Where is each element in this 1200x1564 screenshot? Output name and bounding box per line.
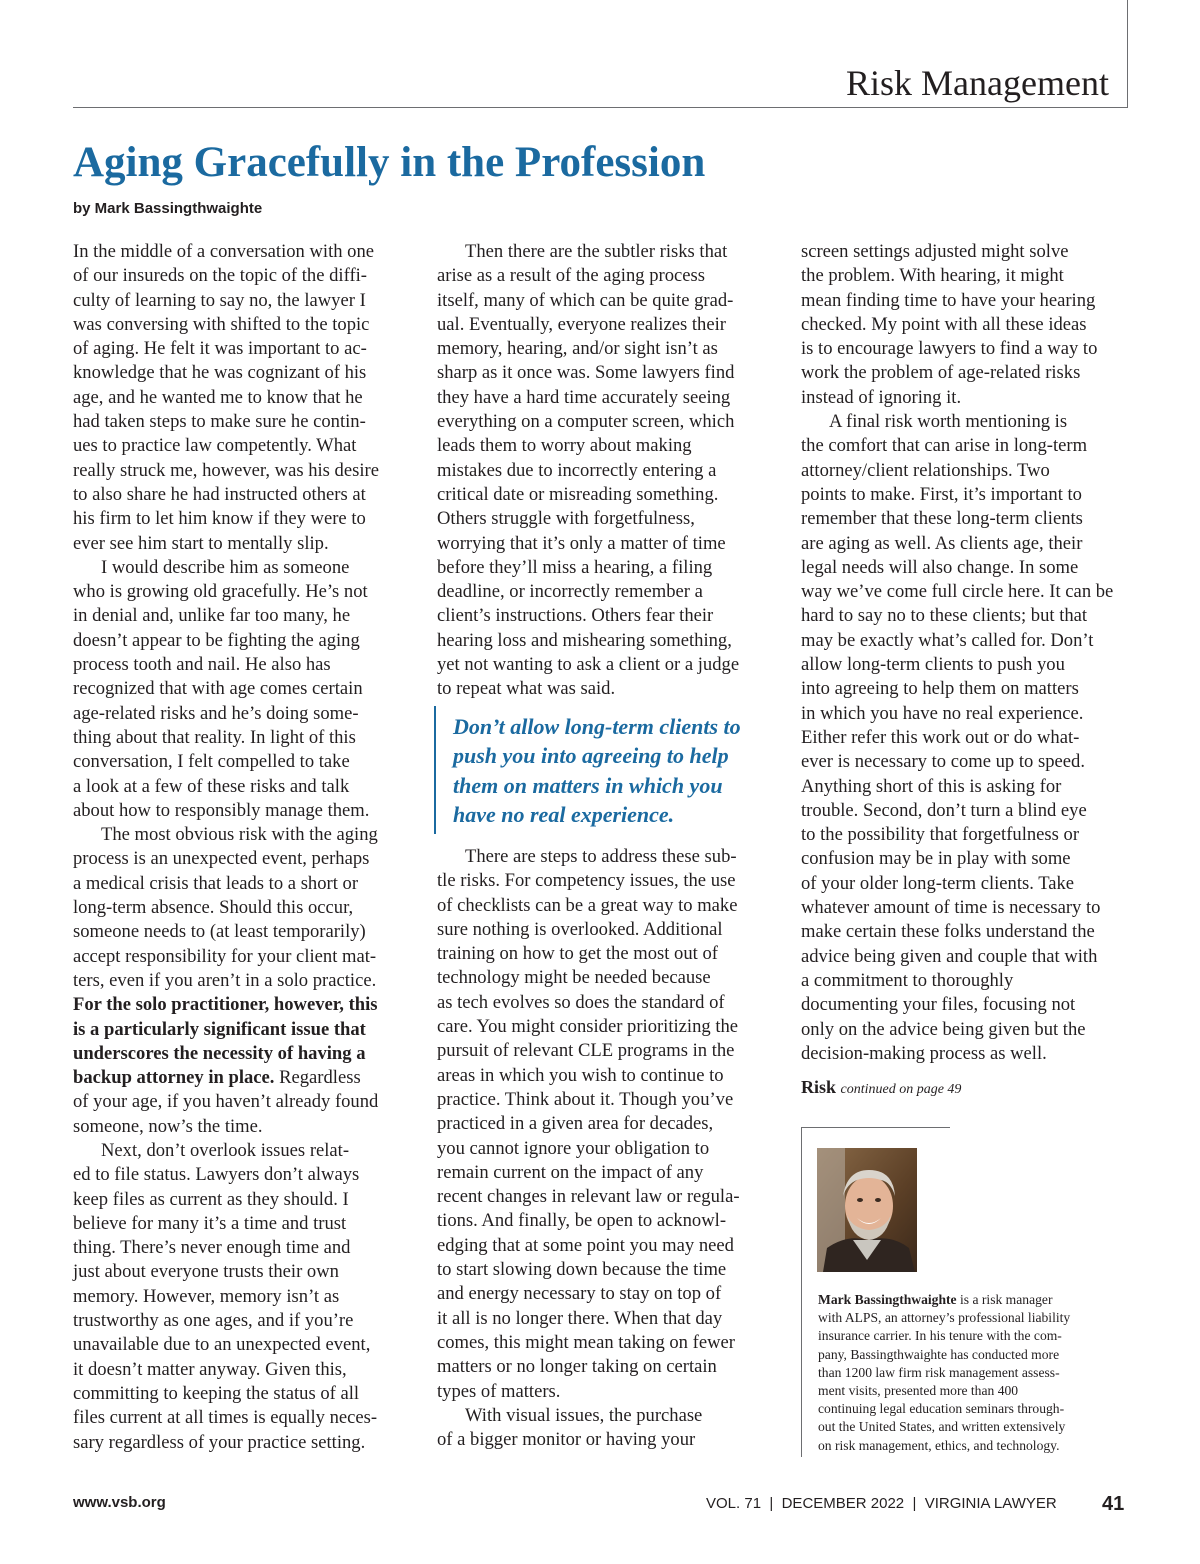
- text-line: confusion may be in play with some: [801, 848, 1071, 870]
- text-line: arise as a result of the aging process: [437, 265, 705, 287]
- text-line: comes, this might mean taking on fewer: [437, 1331, 735, 1353]
- text-line: There are steps to address these sub-: [465, 846, 737, 867]
- text-line: make certain these folks understand the: [801, 921, 1095, 943]
- text-line: thing. There’s never enough time and: [73, 1237, 351, 1259]
- bio-line: insurance carrier. In his tenure with the com-: [818, 1328, 1062, 1344]
- text-line: ever is necessary to come up to speed.: [801, 751, 1085, 773]
- text-line: remember that these long-term clients: [801, 508, 1083, 530]
- text-line: to also share he had instructed others at: [73, 483, 366, 505]
- text-line: ters, even if you aren’t in a solo practice.: [73, 969, 377, 991]
- text-line: work the problem of age-related risks: [801, 362, 1081, 384]
- text-line: about how to responsibly manage them.: [73, 799, 370, 821]
- text-line: may be exactly what’s called for. Don’t: [801, 629, 1094, 651]
- text-line: conversation, I felt compelled to take: [73, 751, 350, 773]
- text-line: tle risks. For competency issues, the use: [437, 870, 736, 892]
- text-line: legal needs will also change. In some: [801, 556, 1079, 578]
- text-line: edging that at some point you may need: [437, 1234, 734, 1256]
- text-line: instead of ignoring it.: [801, 386, 962, 408]
- bio-line: than 1200 law firm risk management assess-: [818, 1364, 1060, 1380]
- text-line: mean finding time to have your hearing: [801, 289, 1096, 311]
- text-line: everything on a computer screen, which: [437, 411, 735, 433]
- text-span: Regardless: [274, 1067, 361, 1089]
- text-line: worrying that it’s only a matter of time: [437, 532, 726, 554]
- text-line: Then there are the subtler risks that: [465, 241, 728, 262]
- byline: by Mark Bassingthwaighte: [73, 200, 263, 217]
- text-line: matters or no longer taking on certain: [437, 1356, 717, 1378]
- bio-line: on risk management, ethics, and technology.: [818, 1437, 1060, 1453]
- text-line: In the middle of a conversation with one: [73, 241, 375, 262]
- text-line: Anything short of this is asking for: [801, 775, 1062, 797]
- text-line: ever see him start to mentally slip.: [73, 532, 329, 554]
- text-line: are aging as well. As clients age, their: [801, 532, 1083, 554]
- text-line: someone needs to (at least temporarily): [73, 921, 366, 943]
- author-portrait-image: [817, 1148, 917, 1272]
- continued-label: Risk: [801, 1077, 837, 1097]
- column-3: [801, 240, 1131, 1066]
- text-line: age, and he wanted me to know that he: [73, 386, 363, 408]
- text-line: in which you have no real experience.: [801, 702, 1084, 724]
- text-line: you cannot ignore your obligation to: [437, 1137, 710, 1159]
- author-bio: [818, 1291, 1118, 1455]
- text-line: culty of learning to say no, the lawyer I: [73, 289, 366, 311]
- text-line: documenting your files, focusing not: [801, 994, 1076, 1016]
- text-line: of checklists can be a great way to make: [437, 894, 738, 916]
- text-line: just about everyone trusts their own: [73, 1261, 339, 1283]
- text-line: whatever amount of time is necessary to: [801, 897, 1101, 919]
- paragraph: [437, 845, 767, 1404]
- text-line: With visual issues, the purchase: [465, 1404, 703, 1426]
- bio-vertical-rule: [801, 1127, 802, 1457]
- column-2: [437, 240, 767, 702]
- text-line: screen settings adjusted might solve: [801, 241, 1069, 262]
- text-line: leads them to worry about making: [437, 435, 692, 457]
- text-line: the comfort that can arise in long-term: [801, 435, 1088, 457]
- text-line: his firm to let him know if they were to: [73, 508, 366, 530]
- text-line: critical date or misreading something.: [437, 483, 719, 505]
- text-line: client’s instructions. Others fear their: [437, 605, 714, 627]
- text-line: it doesn’t matter anyway. Given this,: [73, 1358, 347, 1380]
- text-line: attorney/client relationships. Two: [801, 459, 1050, 481]
- bio-rule: [801, 1127, 950, 1128]
- paragraph: [801, 410, 1131, 1066]
- text-line: and energy necessary to stay on top of: [437, 1283, 722, 1305]
- bio-line: ment visits, presented more than 400: [818, 1383, 1019, 1399]
- text-line: memory, hearing, and/or sight isn’t as: [437, 338, 718, 360]
- text-line: of your older long-term clients. Take: [801, 872, 1075, 894]
- paragraph: [437, 1404, 767, 1453]
- text-line: to repeat what was said.: [437, 678, 616, 700]
- text-line: they have a hard time accurately seeing: [437, 386, 731, 408]
- text-line: in denial and, unlike far too many, he: [73, 605, 351, 627]
- text-line: practice. Think about it. Though you’ve: [437, 1088, 734, 1110]
- bold-text-line: underscores the necessity of having a: [73, 1042, 366, 1064]
- paragraph: [73, 556, 403, 823]
- text-line: Others struggle with forgetfulness,: [437, 508, 695, 530]
- text-line: Either refer this work out or do what-: [801, 726, 1080, 748]
- text-line: knowledge that he was cognizant of his: [73, 362, 367, 384]
- pull-quote-line: them on matters in which you: [453, 772, 723, 798]
- text-line: unavailable due to an unexpected event,: [73, 1334, 371, 1356]
- text-line: had taken steps to make sure he contin-: [73, 411, 366, 433]
- text-line: age-related risks and he’s doing some-: [73, 702, 359, 724]
- pull-quote: [434, 706, 766, 834]
- text-line: sary regardless of your practice setting.: [73, 1431, 366, 1453]
- text-line: deadline, or incorrectly remember a: [437, 581, 703, 603]
- text-line: trustworthy as one ages, and if you’re: [73, 1310, 354, 1332]
- paragraph: [73, 823, 403, 1139]
- section-header: Risk Management: [846, 63, 1109, 103]
- bio-line: out the United States, and written extensively: [818, 1419, 1066, 1435]
- text-line: was conversing with shifted to the topic: [73, 313, 370, 335]
- text-line: way we’ve come full circle here. It can be: [801, 581, 1114, 603]
- text-line: A final risk worth mentioning is: [829, 411, 1068, 433]
- text-line: practiced in a given area for decades,: [437, 1113, 714, 1135]
- text-line: keep files as current as they should. I: [73, 1188, 349, 1210]
- text-line: a look at a few of these risks and talk: [73, 775, 350, 797]
- bold-text-line: For the solo practitioner, however, this: [73, 994, 378, 1016]
- bold-text-span: backup attorney in place.: [73, 1067, 275, 1089]
- article-title: Aging Gracefully in the Profession: [73, 139, 706, 186]
- text-line: ual. Eventually, everyone realizes their: [437, 313, 726, 335]
- text-line: committing to keeping the status of all: [73, 1382, 360, 1404]
- text-line: is to encourage lawyers to find a way to: [801, 338, 1098, 360]
- header-vertical-rule: [1127, 0, 1128, 108]
- author-photo: [817, 1148, 917, 1272]
- text-line: hearing loss and mishearing something,: [437, 629, 732, 651]
- text-line: points to make. First, it’s important to: [801, 483, 1082, 505]
- bio-text: is a risk manager: [956, 1292, 1053, 1307]
- text-line: sharp as it once was. Some lawyers find: [437, 362, 735, 384]
- text-line: allow long-term clients to push you: [801, 654, 1065, 676]
- text-line: a commitment to thoroughly: [801, 969, 1014, 991]
- pull-quote-line: have no real experience.: [453, 801, 675, 827]
- column-1: [73, 240, 403, 1455]
- text-line: areas in which you wish to continue to: [437, 1064, 724, 1086]
- text-line: Next, don’t overlook issues relat-: [101, 1139, 350, 1161]
- text-line: doesn’t appear to be fighting the aging: [73, 629, 360, 651]
- text-line: training on how to get the most out of: [437, 943, 718, 965]
- footer-url-link[interactable]: www.vsb.org: [73, 1494, 166, 1511]
- text-line: files current at all times is equally neces-: [73, 1407, 378, 1429]
- text-line: into agreeing to help them on matters: [801, 678, 1079, 700]
- text-line: to the possibility that forgetfulness or: [801, 824, 1080, 846]
- text-line: thing about that reality. In light of this: [73, 726, 356, 748]
- text-line: hard to say no to these clients; but that: [801, 605, 1088, 627]
- text-line: ed to file status. Lawyers don’t always: [73, 1164, 360, 1186]
- text-line: of aging. He felt it was important to ac-: [73, 338, 367, 360]
- text-line: checked. My point with all these ideas: [801, 313, 1087, 335]
- text-line: it all is no longer there. When that day: [437, 1307, 723, 1329]
- text-line: of our insureds on the topic of the diffi-: [73, 265, 367, 287]
- text-line: itself, many of which can be quite grad-: [437, 289, 734, 311]
- page-number: 41: [1102, 1493, 1125, 1515]
- text-line: of a bigger monitor or having your: [437, 1429, 696, 1451]
- header-rule: [73, 107, 1128, 108]
- continued-note: continued on page 49: [840, 1082, 962, 1097]
- text-line: of your age, if you haven’t already found: [73, 1091, 379, 1113]
- bold-text-line: is a particularly significant issue that: [73, 1018, 366, 1040]
- text-line: recent changes in relevant law or regula-: [437, 1186, 740, 1208]
- text-line: care. You might consider prioritizing the: [437, 1016, 739, 1038]
- pull-quote-text: [453, 712, 741, 829]
- text-line: before they’ll miss a hearing, a filing: [437, 556, 713, 578]
- text-line: long-term absence. Should this occur,: [73, 897, 354, 919]
- text-line: process is an unexpected event, perhaps: [73, 848, 370, 870]
- text-line: advice being given and couple that with: [801, 945, 1098, 967]
- text-line: yet not wanting to ask a client or a judge: [437, 654, 740, 676]
- pull-quote-line: push you into agreeing to help: [453, 743, 729, 769]
- text-line: pursuit of relevant CLE programs in the: [437, 1040, 735, 1062]
- paragraph: [73, 240, 403, 556]
- text-line: technology might be needed because: [437, 967, 711, 989]
- footer-issue: VOL. 71 | DECEMBER 2022 | VIRGINIA LAWYER: [706, 1495, 1057, 1512]
- paragraph: [801, 240, 1131, 410]
- text-line: remain current on the impact of any: [437, 1161, 704, 1183]
- pull-quote-line: Don’t allow long-term clients to: [453, 714, 741, 739]
- text-line: decision-making process as well.: [801, 1042, 1047, 1064]
- text-line: the problem. With hearing, it might: [801, 265, 1064, 287]
- bio-name: Mark Bassingthwaighte: [818, 1292, 957, 1307]
- bio-line: pany, Bassingthwaighte has conducted more: [818, 1346, 1060, 1362]
- bio-line: continuing legal education seminars through-: [818, 1401, 1065, 1417]
- bio-first-line: [818, 1291, 1118, 1309]
- text-line: memory. However, memory isn’t as: [73, 1285, 340, 1307]
- mixed-text-line: [73, 1066, 403, 1090]
- text-line: process tooth and nail. He also has: [73, 654, 331, 676]
- text-line: really struck me, however, was his desire: [73, 459, 379, 481]
- text-line: a medical crisis that leads to a short or: [73, 872, 359, 894]
- paragraph: [73, 1139, 403, 1455]
- text-line: who is growing old gracefully. He’s not: [73, 581, 368, 603]
- paragraph: [437, 240, 767, 702]
- column-2-continued: [437, 845, 767, 1452]
- text-line: to start slowing down because the time: [437, 1259, 727, 1281]
- text-line: accept responsibility for your client mat-: [73, 945, 377, 967]
- text-line: tions. And finally, be open to acknowl-: [437, 1210, 727, 1232]
- text-line: I would describe him as someone: [101, 556, 350, 578]
- text-line: types of matters.: [437, 1380, 561, 1402]
- text-line: The most obvious risk with the aging: [101, 824, 378, 846]
- text-line: only on the advice being given but the: [801, 1018, 1086, 1040]
- text-line: trouble. Second, don’t turn a blind eye: [801, 799, 1087, 821]
- text-line: recognized that with age comes certain: [73, 678, 363, 700]
- text-line: someone, now’s the time.: [73, 1115, 263, 1137]
- bio-line: with ALPS, an attorney’s professional liability: [818, 1310, 1071, 1326]
- continued-link[interactable]: [801, 1077, 961, 1098]
- text-line: sure nothing is overlooked. Additional: [437, 918, 723, 940]
- text-line: ues to practice law competently. What: [73, 435, 357, 457]
- text-line: believe for many it’s a time and trust: [73, 1212, 347, 1234]
- text-line: mistakes due to incorrectly entering a: [437, 459, 717, 481]
- text-line: as tech evolves so does the standard of: [437, 991, 725, 1013]
